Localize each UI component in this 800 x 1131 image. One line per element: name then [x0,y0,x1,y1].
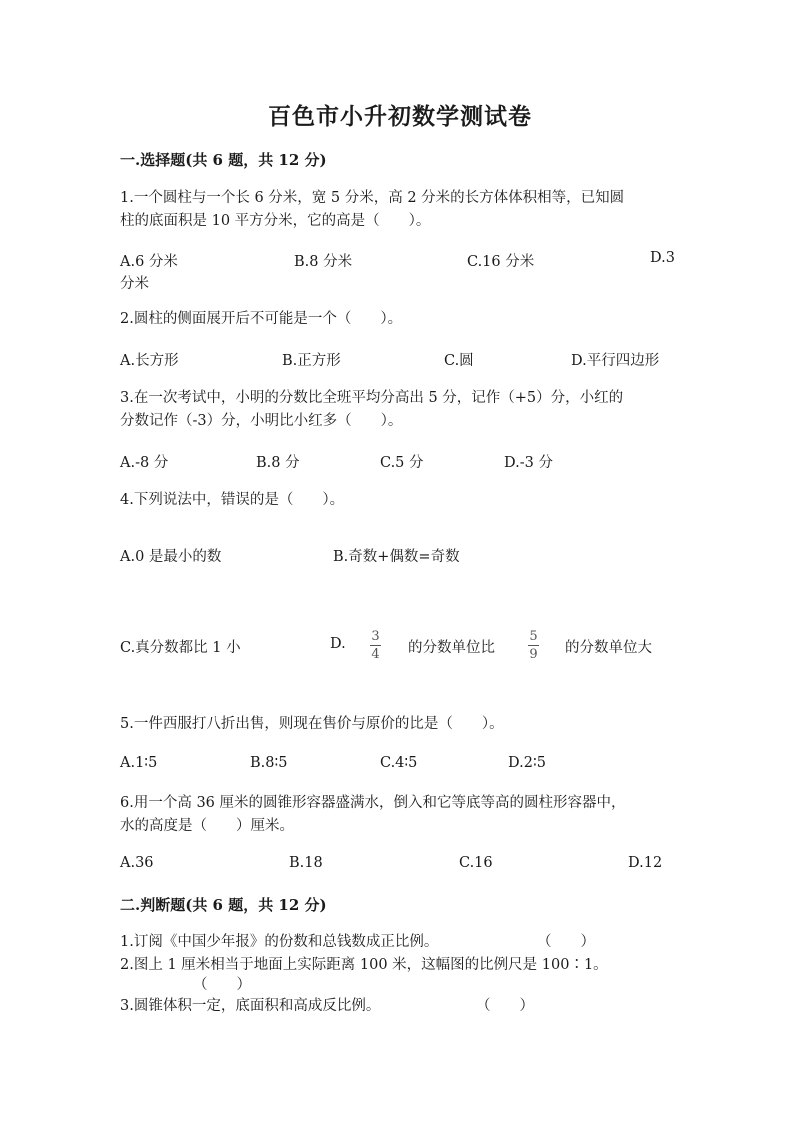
answer-blank: （ ） [476,998,534,1014]
section-heading-judgement: 二.判断题(共 6 题，共 12 分) [120,896,327,914]
fraction-numerator: 5 [529,629,538,644]
fraction-denominator: 9 [529,647,538,662]
option-c: C.真分数都比 1 小 [120,640,241,656]
fraction-denominator: 4 [371,647,380,662]
question-text: 3.在一次考试中，小明的分数比全班平均分高出 5 分，记作（+5）分，小红的 [120,390,624,406]
option-a: A.6 分米 [120,254,178,270]
option-b: B.18 [289,855,323,871]
fraction-five-ninths [528,629,539,662]
question-text: 6.用一个高 36 厘米的圆锥形容器盛满水，倒入和它等底等高的圆柱形容器中， [120,795,626,811]
option-d: D.2∶5 [508,755,546,771]
option-a: A.1∶5 [120,755,158,771]
answer-blank: （ ） [193,977,251,993]
option-b: B.正方形 [282,353,341,369]
option-d-text: 的分数单位比 [408,640,495,656]
option-d-text: 的分数单位大 [565,640,652,656]
option-d: D.3 [650,250,675,266]
question-text: 1.一个圆柱与一个长 6 分米，宽 5 分米，高 2 分米的长方体体积相等，已知圆 [120,190,625,206]
option-d: D.-3 分 [504,455,553,471]
option-a: A.36 [120,855,154,871]
question-text: 分数记作（-3）分，小明比小红多（ ）。 [120,413,403,429]
question-text: 2.圆柱的侧面展开后不可能是一个（ ）。 [120,311,403,327]
fraction-three-quarters [370,629,381,662]
answer-blank: （ ） [537,934,595,950]
option-c: C.4∶5 [380,755,418,771]
question-text: 1.订阅《中国少年报》的份数和总钱数成正比例。 [120,934,439,950]
option-d-continued: 分米 [120,276,149,292]
page-title: 百色市小升初数学测试卷 [268,103,532,130]
question-text: 水的高度是（ ）厘米。 [120,818,294,834]
question-text: 2.图上 1 厘米相当于地面上实际距离 100 米，这幅图的比例尺是 100∶1。 [120,957,608,973]
option-d: D. [330,636,346,652]
option-c: C.16 [459,855,493,871]
question-text: 4.下列说法中，错误的是（ ）。 [120,492,345,508]
question-text: 5.一件西服打八折出售，则现在售价与原价的比是（ ）。 [120,716,504,732]
option-a: A.0 是最小的数 [120,549,222,565]
fraction-bar [528,645,539,646]
option-d: D.平行四边形 [571,353,660,369]
option-b: B.奇数+偶数=奇数 [333,549,460,565]
question-text: 柱的底面积是 10 平方分米，它的高是（ ）。 [120,213,431,229]
option-b: B.8 分米 [294,254,353,270]
option-d: D.12 [628,855,663,871]
fraction-bar [370,645,381,646]
option-c: C.16 分米 [467,254,535,270]
fraction-numerator: 3 [371,629,380,644]
option-a: A.长方形 [120,353,179,369]
option-c: C.圆 [444,353,474,369]
question-text: 3.圆锥体积一定，底面积和高成反比例。 [120,998,381,1014]
section-heading-choice: 一.选择题(共 6 题，共 12 分) [120,151,327,169]
option-b: B.8∶5 [250,755,288,771]
option-b: B.8 分 [256,455,300,471]
option-a: A.-8 分 [120,455,169,471]
option-c: C.5 分 [380,455,424,471]
